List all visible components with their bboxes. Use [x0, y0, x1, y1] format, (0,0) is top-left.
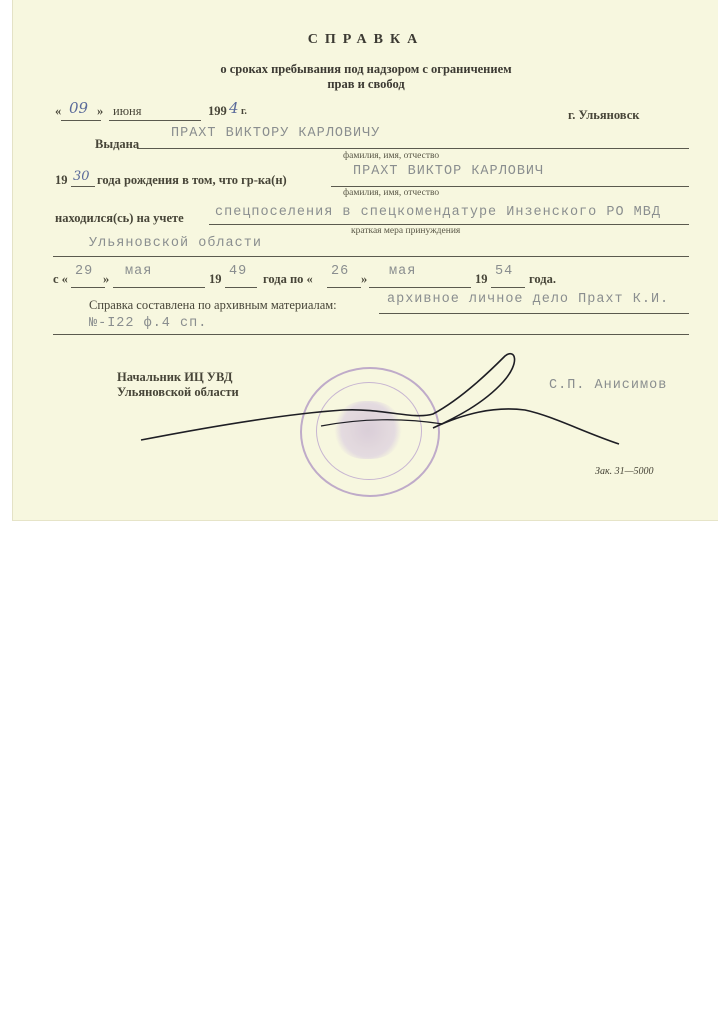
to-year-prefix: 19	[475, 272, 488, 286]
period-to-label: года по «	[263, 272, 313, 286]
from-year-prefix: 19	[209, 272, 222, 286]
fio-caption-2: фамилия, имя, отчество	[343, 188, 440, 198]
date-close-quote: »	[97, 104, 104, 118]
measure-caption: краткая мера принуждения	[351, 226, 461, 236]
document-title: СПРАВКА	[307, 32, 425, 47]
period-from-label: с «	[53, 272, 68, 286]
subtitle-line-2: прав и свобод	[327, 77, 405, 91]
issued-to-name: ПРАХТ ВИКТОРУ КАРЛОВИЧУ	[171, 126, 381, 141]
date-day: 09	[69, 99, 89, 117]
subtitle-line-1: о сроках пребывания под надзором с ограничением	[220, 62, 512, 76]
to-year: 54	[495, 264, 514, 279]
order-number: Зак. 31—5000	[595, 466, 654, 477]
date-year-suffix: 4	[229, 99, 239, 117]
issued-label: Выдана	[95, 137, 140, 151]
birth-year-prefix: 19	[55, 173, 68, 187]
date-year-prefix: 199	[208, 104, 227, 118]
handwritten-signature	[133, 348, 623, 458]
measure-line-2: Ульяновской области	[89, 236, 262, 251]
certificate-sheet	[12, 0, 718, 521]
archive-line-2: №-I22 ф.4 сп.	[89, 316, 208, 331]
from-day: 29	[75, 264, 94, 279]
date-open-quote: «	[55, 104, 62, 118]
to-day-close-quote: »	[361, 272, 368, 286]
person-name: ПРАХТ ВИКТОР КАРЛОВИЧ	[353, 164, 545, 179]
from-month: мая	[125, 264, 153, 279]
document-subtitle	[13, 62, 718, 92]
from-year: 49	[229, 264, 248, 279]
to-day: 26	[331, 264, 350, 279]
to-month: мая	[389, 264, 417, 279]
date-year-unit: г.	[241, 106, 247, 117]
year-word: года.	[529, 272, 556, 286]
archive-label: Справка составлена по архивным материалам:	[89, 298, 337, 312]
fio-caption-1: фамилия, имя, отчество	[343, 151, 440, 161]
archive-line-1: архивное личное дело Прахт К.И.	[387, 292, 670, 307]
date-month: июня	[113, 104, 142, 118]
signer-title-1: Начальник ИЦ УВД	[117, 370, 233, 384]
registered-label: находился(сь) на учете	[55, 211, 184, 225]
signer-title-2: Ульяновской области	[117, 385, 239, 399]
birth-text: года рождения в том, что гр-ка(н)	[97, 173, 287, 187]
signer-name: С.П. Анисимов	[549, 378, 668, 393]
measure-line-1: спецпоселения в спецкомендатуре Инзенского РО МВД	[215, 205, 661, 220]
birth-year: 30	[73, 169, 90, 184]
from-day-close-quote: »	[103, 272, 110, 286]
city: г. Ульяновск	[568, 108, 640, 122]
